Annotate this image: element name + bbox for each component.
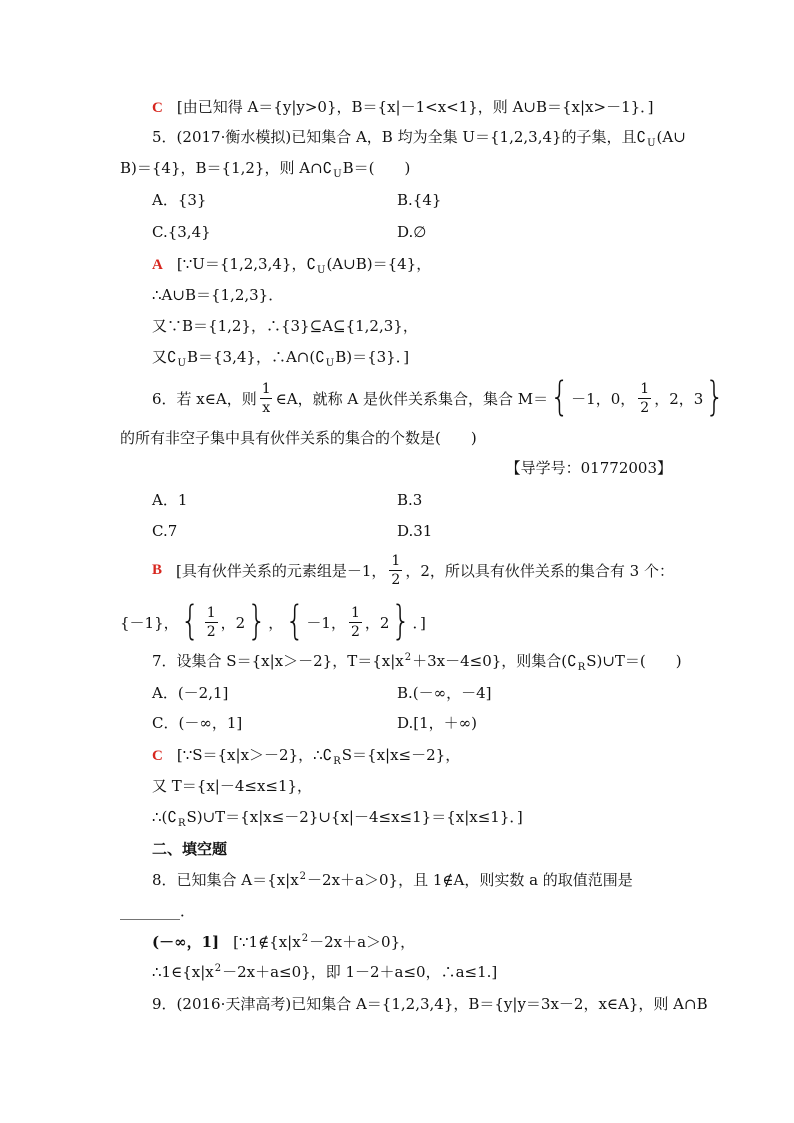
q7-answer-1a: [∵S＝{x|x＞－2}，∴∁ — [176, 746, 333, 764]
q4-answer-text: [由已知得 A＝{y|y>0}，B＝{x|－1<x<1}，则 A∪B＝{x|x>－1}．] — [176, 98, 654, 116]
q5-stem-1-sub: U — [647, 138, 656, 149]
q5-stem-line-2 — [120, 158, 410, 181]
q6-stem-line-1 — [152, 373, 726, 423]
q6-answer-1a: [具有伙伴关系的元素组是－1， — [176, 561, 387, 580]
q6-stem-1d: ，2，3 — [654, 389, 704, 408]
q5-option-d: D.∅ — [397, 223, 427, 241]
q8-stem-1b: －2x＋a＞0}，且 1∉A，则实数 a 的取值范围是 — [307, 871, 633, 889]
q5-option-a: A．{3} — [152, 191, 207, 209]
q9-stem-line-1: 9．(2016·天津高考)已知集合 A＝{1,2,3,4}，B＝{y|y＝3x－2，x∈A}，则 A∩B — [152, 995, 708, 1013]
fraction-numerator: 1 — [261, 380, 271, 397]
fraction-numerator: 1 — [206, 604, 216, 621]
q6-answer-line-1 — [152, 548, 674, 592]
q5-answer-line-3: 又∵B＝{1,2}，∴{3}⊆A⊆{1,2,3}， — [152, 317, 418, 335]
q8-answer-1b: －2x＋a＞0}， — [309, 933, 416, 951]
q7-answer-3-sub: R — [177, 818, 186, 829]
q6-answer-letter: B — [152, 561, 163, 578]
q6-answer-2c: ， — [268, 613, 284, 632]
q6-answer-2a: {－1}， — [120, 613, 179, 632]
q6-stem-line-2: 的所有非空子集中具有伙伴关系的集合的个数是( ) — [120, 429, 477, 447]
q6-answer-2f: ．] — [412, 613, 426, 632]
q6-answer-2e: ，2 — [364, 613, 390, 632]
q6-reference-number: 【导学号：01772003】 — [505, 459, 672, 477]
q7-stem-1b: ＋3x－4≤0}，则集合(∁ — [412, 652, 577, 670]
q6-answer-1b: ，2，所以具有伙伴关系的集合有 3 个： — [405, 561, 674, 580]
q5-stem-1b: (A∪ — [656, 128, 686, 146]
q6-option-c: C.7 — [152, 522, 178, 540]
fraction-numerator: 1 — [350, 604, 360, 621]
q6-stem-1b: ∈A，就称 A 是伙伴关系集合，集合 M＝ — [275, 389, 549, 408]
q8-answer-1-sup: 2 — [301, 933, 309, 944]
q5-option-c: C.{3,4} — [152, 223, 211, 241]
q7-stem-line-1 — [152, 651, 682, 674]
q4-answer-line — [152, 97, 654, 118]
big-left-brace: { — [550, 373, 570, 421]
q5-stem-line-1 — [152, 127, 686, 150]
q8-stem-line-1 — [152, 870, 633, 893]
q5-answer-line-4 — [152, 347, 409, 370]
q6-option-d: D.31 — [397, 522, 433, 540]
q8-answer-1a: [∵1∉{x|x — [233, 933, 301, 951]
big-right-brace: } — [247, 597, 267, 645]
q6-answer-2b: ，2 — [220, 613, 246, 632]
q5-answer-4c: B)＝{3}．] — [335, 348, 410, 366]
big-left-brace: { — [180, 597, 200, 645]
q8-stem-1a: 8．已知集合 A＝{x|x — [152, 871, 299, 889]
q4-answer-letter: C — [152, 100, 163, 116]
q8-answer-2b: －2x＋a≤0}，即 1－2＋a≤0，∴a≤1.] — [222, 963, 498, 981]
q6-fraction-1-over-2 — [638, 381, 651, 416]
q7-answer-3a: ∴(∁ — [152, 808, 177, 826]
q7-answer-1-sub: R — [333, 756, 341, 767]
q7-stem-1a: 7．设集合 S＝{x|x＞－2}，T＝{x|x — [152, 652, 404, 670]
q6-answer-set3-fraction — [349, 605, 362, 640]
q6-option-a: A．1 — [152, 491, 188, 509]
q5-answer-4-sub2: U — [325, 358, 335, 369]
q5-answer-1a: [∵U＝{1,2,3,4}，∁ — [176, 255, 316, 273]
q8-answer-2a: ∴1∈{x|x — [152, 963, 214, 981]
q5-stem-1a: 5．(2017·衡水模拟)已知集合 A，B 均为全集 U＝{1,2,3,4}的子集，且∁ — [152, 128, 647, 146]
q8-answer-value: (－∞，1] — [152, 933, 220, 951]
q8-answer-line-2 — [152, 962, 497, 985]
q5-stem-2a: B)＝{4}，B＝{1,2}，则 A∩∁ — [120, 159, 333, 177]
fraction-numerator: 1 — [391, 552, 401, 569]
q5-option-b: B.{4} — [397, 191, 442, 209]
big-right-brace: } — [705, 373, 725, 421]
q8-answer-line-1 — [152, 932, 415, 955]
fraction-denominator: 2 — [391, 571, 401, 588]
q6-stem-1a: 6．若 x∈A，则 — [152, 389, 257, 408]
q5-stem-2-sub: U — [333, 169, 342, 180]
q6-answer-line-2 — [120, 597, 426, 645]
fraction-denominator: 2 — [350, 623, 360, 640]
q5-answer-4a: 又∁ — [152, 348, 177, 366]
q5-answer-line-1 — [152, 254, 431, 277]
q5-answer-line-2: ∴A∪B＝{1,2,3}． — [152, 286, 284, 304]
q6-answer-fraction — [389, 553, 402, 588]
q7-option-b: B.(－∞，－4] — [397, 684, 492, 702]
q7-answer-line-1 — [152, 745, 460, 768]
fraction-numerator: 1 — [640, 380, 650, 397]
q5-answer-letter: A — [152, 257, 163, 273]
q7-option-a: A．(－2,1] — [152, 684, 229, 702]
q6-answer-2d: －1， — [306, 613, 346, 632]
q7-option-d: D.[1，＋∞) — [397, 714, 478, 732]
q7-answer-1b: S＝{x|x≤－2}， — [341, 746, 461, 764]
q6-stem-1c: －1，0， — [571, 389, 636, 408]
fraction-denominator: x — [262, 399, 271, 416]
q5-answer-4-sub1: U — [177, 358, 186, 369]
q8-answer-2-sup: 2 — [214, 963, 222, 974]
big-left-brace: { — [285, 597, 305, 645]
fraction-denominator: 2 — [206, 623, 216, 640]
q7-answer-line-2: 又 T＝{x|－4≤x≤1}， — [152, 777, 313, 795]
q5-answer-1b: (A∪B)＝{4}， — [326, 255, 432, 273]
q8-answer-blank: ________． — [120, 902, 196, 920]
q6-answer-set2-fraction — [205, 605, 218, 640]
q5-answer-4b: B＝{3,4}，∴A∩(∁ — [186, 348, 325, 366]
q6-fraction-1-over-x — [260, 381, 273, 416]
q7-answer-letter: C — [152, 748, 163, 764]
q7-stem-1c: S)∪T＝( ) — [586, 652, 682, 670]
q7-option-c: C．(－∞，1] — [152, 714, 243, 732]
section-title: 二、填空题 — [152, 840, 228, 858]
q7-stem-1-sup: 2 — [404, 652, 412, 663]
q7-answer-line-3 — [152, 807, 523, 830]
q5-stem-2b: B＝( ) — [342, 159, 411, 177]
q8-stem-1-sup: 2 — [299, 871, 307, 882]
fraction-denominator: 2 — [640, 399, 650, 416]
q5-answer-1-sub: U — [317, 265, 326, 276]
big-right-brace: } — [391, 597, 411, 645]
q7-stem-1-sub: R — [577, 662, 586, 673]
q6-option-b: B.3 — [397, 491, 423, 509]
q7-answer-3b: S)∪T＝{x|x≤－2}∪{x|－4≤x≤1}＝{x|x≤1}．] — [186, 808, 523, 826]
